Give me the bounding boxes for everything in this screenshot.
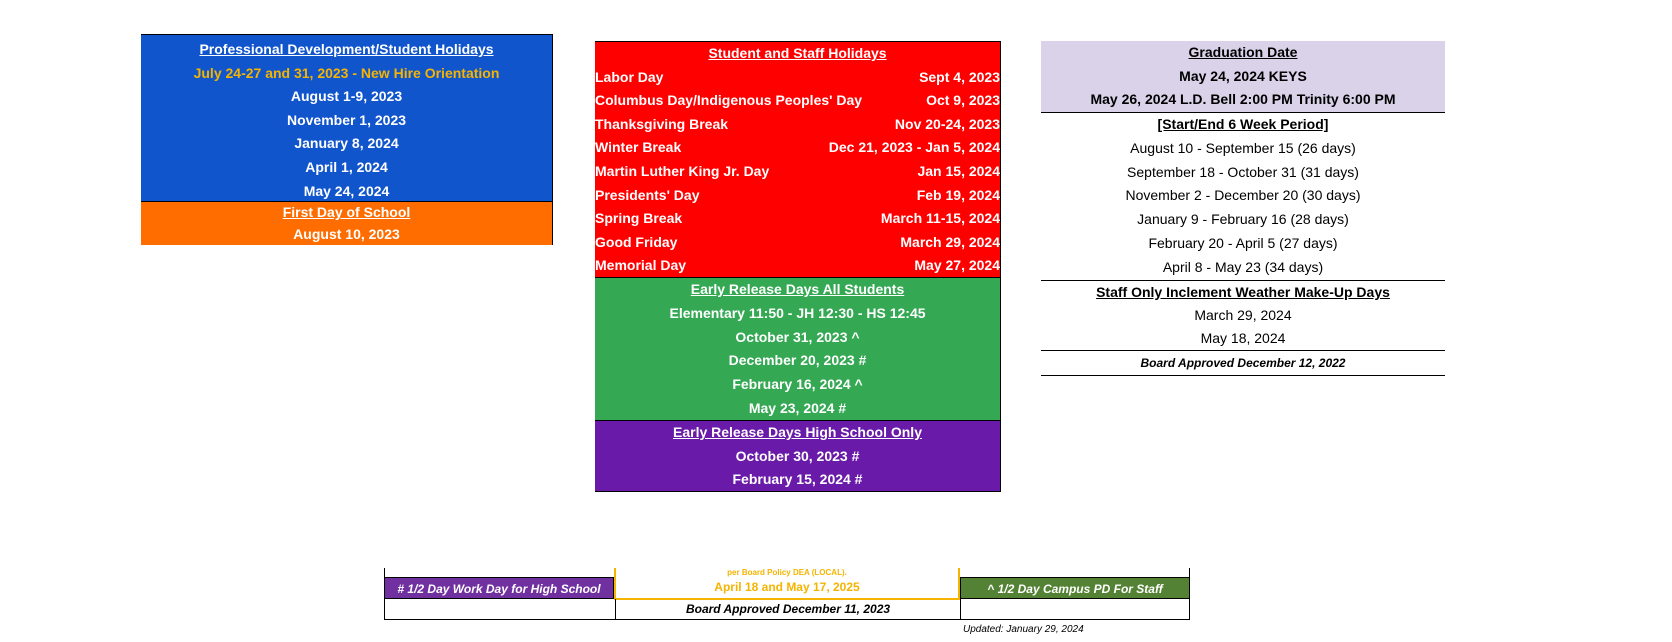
legend-empty-cell <box>384 599 616 620</box>
six-week-period: September 18 - October 31 (31 days) <box>1127 163 1359 180</box>
holiday-name: Martin Luther King Jr. Day <box>595 162 770 179</box>
early-release-date: October 31, 2023 ^ <box>735 328 860 345</box>
graduation-heading: Graduation Date <box>1188 44 1298 60</box>
holiday-row <box>595 231 1000 255</box>
holiday-row <box>595 89 1000 113</box>
holiday-row <box>595 136 1000 160</box>
early-release-hs-date: October 30, 2023 # <box>735 447 860 464</box>
holiday-date: Jan 15, 2024 <box>917 162 1000 179</box>
pd-heading: Professional Development/Student Holidays <box>199 41 494 57</box>
early-release-hs-heading: Early Release Days High School Only <box>673 424 922 440</box>
board-approved-2022: Board Approved December 12, 2022 <box>1041 351 1445 376</box>
early-release-all-heading: Early Release Days All Students <box>690 281 905 297</box>
holiday-date: March 29, 2024 <box>900 233 1000 250</box>
pd-holidays-section <box>141 34 553 202</box>
six-week-period: February 20 - April 5 (27 days) <box>1148 234 1338 251</box>
holiday-name: Labor Day <box>595 68 664 85</box>
holiday-row <box>595 254 1000 278</box>
early-release-hs-date: February 15, 2024 # <box>732 471 863 487</box>
holiday-name: Spring Break <box>595 210 683 227</box>
six-week-periods-section <box>1041 113 1445 281</box>
legend-caret-campus-pd: ^ 1/2 Day Campus PD For Staff <box>960 577 1190 599</box>
makeup-heading: Staff Only Inclement Weather Make-Up Days <box>1096 283 1390 300</box>
early-release-date: February 16, 2024 ^ <box>732 376 863 393</box>
holidays-box <box>595 41 1001 492</box>
holiday-row <box>595 160 1000 184</box>
makeup-date: May 18, 2024 <box>1200 330 1286 347</box>
holiday-date: Nov 20-24, 2023 <box>894 115 1000 132</box>
holiday-row <box>595 66 1000 90</box>
six-week-heading: [Start/End 6 Week Period] <box>1157 116 1329 132</box>
holiday-name: Columbus Day/Indigenous Peoples' Day <box>595 92 863 109</box>
early-release-times: Elementary 11:50 - JH 12:30 - HS 12:45 <box>669 304 926 321</box>
early-release-hs-section <box>595 420 1001 492</box>
first-day-heading: First Day of School <box>282 204 411 220</box>
six-week-period: November 2 - December 20 (30 days) <box>1125 187 1361 204</box>
updated-date: Updated: January 29, 2024 <box>963 624 1084 635</box>
makeup-days-section <box>1041 281 1445 352</box>
pd-date: April 1, 2024 <box>305 158 388 175</box>
early-release-all-section <box>595 277 1001 420</box>
legend-hash-half-day: # 1/2 Day Work Day for High School <box>384 577 614 599</box>
pd-date: May 24, 2024 <box>303 182 390 199</box>
legend-policy-note: per Board Policy DEA (LOCAL). <box>727 568 847 577</box>
legend-border <box>1189 568 1190 577</box>
legend-board-approved: Board Approved December 11, 2023 <box>616 599 960 620</box>
holiday-date: Oct 9, 2023 <box>926 92 1000 109</box>
graduation-keys: May 24, 2024 KEYS <box>1179 67 1307 84</box>
holiday-date: March 11-15, 2024 <box>880 210 1000 227</box>
legend-empty-cell <box>960 599 1190 620</box>
holiday-date: Feb 19, 2024 <box>916 186 1000 203</box>
holiday-name: Memorial Day <box>595 257 687 274</box>
legend-yellow-dates: April 18 and May 17, 2025 <box>714 580 860 594</box>
pd-date: August 1-9, 2023 <box>290 88 403 105</box>
six-week-period: August 10 - September 15 (26 days) <box>1130 139 1356 156</box>
holidays-heading: Student and Staff Holidays <box>708 45 887 61</box>
holiday-row <box>595 113 1000 137</box>
pd-date: November 1, 2023 <box>286 111 407 128</box>
new-hire-orientation: July 24-27 and 31, 2023 - New Hire Orientation <box>193 64 500 81</box>
holiday-name: Presidents' Day <box>595 186 700 203</box>
graduation-bell-trinity: May 26, 2024 L.D. Bell 2:00 PM Trinity 6:00 PM <box>1090 91 1396 108</box>
holiday-date: Dec 21, 2023 - Jan 5, 2024 <box>828 139 1000 156</box>
holiday-name: Good Friday <box>595 233 678 250</box>
early-release-date: December 20, 2023 # <box>728 352 867 369</box>
pd-date: January 8, 2024 <box>294 135 399 152</box>
holiday-row <box>595 184 1000 208</box>
graduation-section <box>1041 41 1445 113</box>
legend-table <box>384 568 1190 620</box>
first-day-section <box>141 202 553 245</box>
holiday-date: May 27, 2024 <box>914 257 1000 274</box>
holiday-row <box>595 207 1000 231</box>
holiday-name: Winter Break <box>595 139 682 156</box>
holiday-date: Sept 4, 2023 <box>919 68 1000 85</box>
six-week-period: April 8 - May 23 (34 days) <box>1162 258 1324 275</box>
professional-development-box <box>141 34 553 245</box>
legend-border <box>384 568 385 577</box>
graduation-box <box>1041 41 1445 376</box>
six-week-period: January 9 - February 16 (28 days) <box>1137 211 1349 228</box>
legend-yellow-cell <box>614 568 960 600</box>
makeup-date: March 29, 2024 <box>1194 306 1292 323</box>
first-day-date: August 10, 2023 <box>293 225 400 242</box>
early-release-date: May 23, 2024 # <box>748 399 847 416</box>
student-staff-holidays-section <box>595 41 1001 277</box>
holiday-name: Thanksgiving Break <box>595 115 729 132</box>
